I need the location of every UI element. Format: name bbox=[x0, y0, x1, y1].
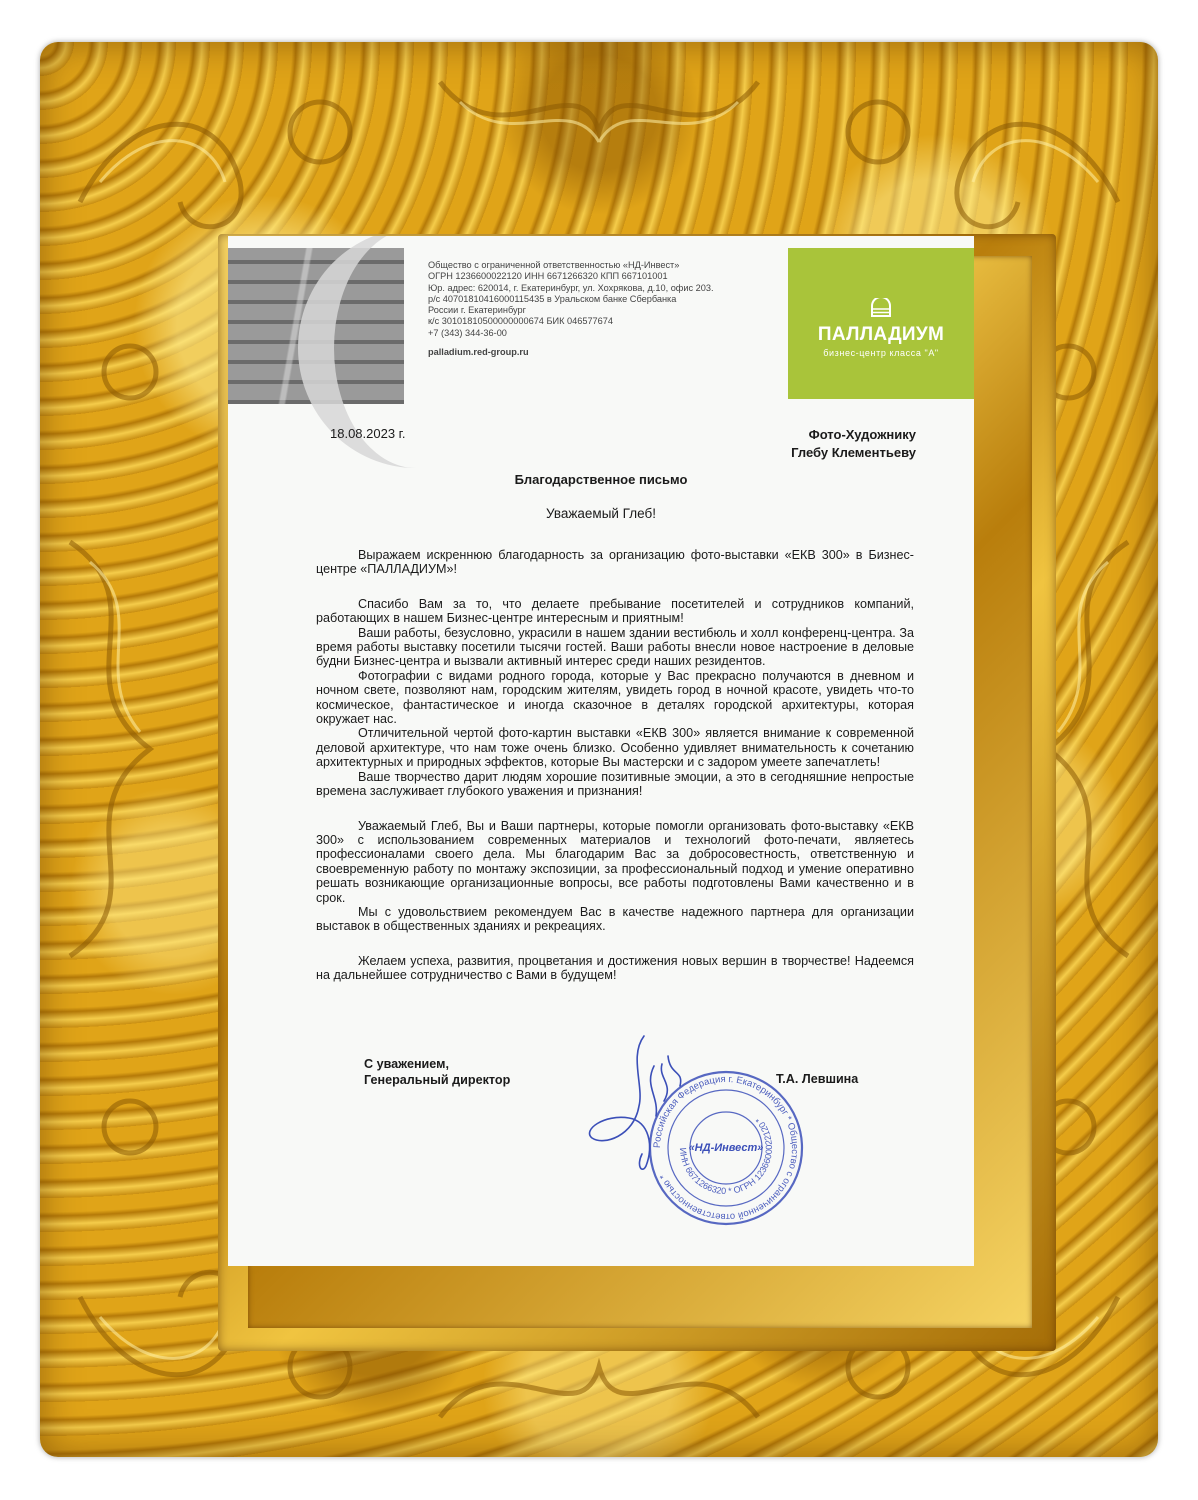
company-line: +7 (343) 344-36-00 bbox=[428, 327, 507, 338]
building-icon bbox=[870, 298, 892, 318]
stamp-center bbox=[646, 1068, 806, 1228]
paragraph: Мы с удовольствием рекомендуем Вас в качестве надежного партнера для организации выставок в общественных зданиях и рекреациях. bbox=[316, 904, 914, 934]
paragraph: Ваше творчество дарит людям хорошие позитивные эмоции, а это в сегодняшние непростые времена заслуживает глубокого уважения и признания! bbox=[316, 769, 914, 799]
logo-name: ПАЛЛАДИУМ bbox=[817, 324, 945, 345]
paragraph: Желаем успеха, развития, процветания и достижения новых вершин в творчестве! Надеемся на дальнейшее сотрудничество с Вами в будущем! bbox=[316, 953, 914, 983]
addressee-line: Глебу Клементьеву bbox=[791, 445, 916, 460]
paragraph: Отличительной чертой фото-картин выставки «ЕКВ 300» является внимание к современной деловой архитектуре, что нам тоже очень близко. Особенно удивляет внимательность к сочетанию архитектурных и природных эффектов, которые Вы мастерски и с задором умеете запечатлеть! bbox=[316, 726, 914, 770]
letter-greeting: Уважаемый Глеб! bbox=[546, 506, 656, 521]
paragraph: Спасибо Вам за то, что делаете пребывание посетителей и сотрудников компаний, работающих в нашем Бизнес-центре интересным и приятным! bbox=[316, 596, 914, 626]
company-line: ОГРН 1236600022120 ИНН 6671266320 КПП 667101001 bbox=[428, 271, 668, 282]
company-line: России г. Екатеринбург bbox=[428, 305, 526, 316]
company-details bbox=[428, 260, 788, 358]
paragraph: Уважаемый Глеб, Вы и Ваши партнеры, которые помогли организовать фото-выставку «ЕКВ 300» с использованием современных материалов и технологий фото-печати, являетесь профессионалами своего дела. Мы благодарим Вас за добросовестность, ответственную и своевременную работу по монтажу экспозиции, за профессиональный подход и умение оперативно решать возникающие организационные вопросы, все работы подготовлены Вами качественно и в срок. bbox=[316, 818, 914, 905]
closing bbox=[364, 1056, 510, 1088]
stamp-center-text: «НД-Инвест» bbox=[688, 1142, 764, 1154]
company-line: Общество с ограниченной ответственностью «НД-Инвест» bbox=[428, 260, 680, 270]
signer-name: Т.А. Левшина bbox=[776, 1072, 859, 1086]
letter-title: Благодарственное письмо bbox=[514, 472, 688, 487]
closing-line: Генеральный директор bbox=[364, 1073, 511, 1087]
addressee bbox=[791, 426, 916, 462]
paragraph: Ваши работы, безусловно, украсили в нашем здании вестибюль и холл конференц-центра. За время работы выставку посетили тысячи гостей. Ваши работы внесли новое настроение в деловые будни Бизнес-центра и вызвали активный интерес среди наших резидентов. bbox=[316, 625, 914, 669]
svg-text:Российская Федерация г. Екатер: Российская Федерация г. Екатеринбург * Общество с ограниченной ответственностью * bbox=[651, 1073, 801, 1223]
logo-tagline: бизнес-центр класса "А" bbox=[823, 348, 939, 358]
company-line: р/с 40701810416000115435 в Уральском банке Сбербанка bbox=[428, 293, 677, 304]
company-line: Юр. адрес: 620014, г. Екатеринбург, ул. Хохрякова, д.10, офис 203. bbox=[428, 282, 714, 293]
website: palladium.red-group.ru bbox=[428, 347, 529, 358]
building-photo bbox=[228, 248, 404, 404]
addressee-line: Фото-Художнику bbox=[808, 427, 916, 442]
letter-body bbox=[316, 534, 914, 983]
svg-text:ИНН 6671266320 * ОГРН 12366000: ИНН 6671266320 * ОГРН 1236600022120 * bbox=[677, 1115, 775, 1197]
paragraph: Выражаем искреннюю благодарность за организацию фото-выставки «ЕКВ 300» в Бизнес-центре «ПАЛЛАДИУМ»! bbox=[316, 548, 914, 577]
closing-line: С уважением, bbox=[364, 1057, 449, 1071]
letter-date: 18.08.2023 г. bbox=[330, 426, 406, 441]
company-line: к/с 30101810500000000674 БИК 046577674 bbox=[428, 316, 613, 327]
palladium-logo bbox=[788, 248, 974, 399]
letter-sheet bbox=[228, 236, 974, 1266]
paragraph: Фотографии с видами родного города, которые у Вас прекрасно получаются в дневном и ночном свете, позволяют нам, городским жителям, увидеть город в ночной красоте, увидеть что-то космическое, фантастическое и иногда сказочное в деталях городской архитектуры, которая окружает нас. bbox=[316, 668, 914, 727]
